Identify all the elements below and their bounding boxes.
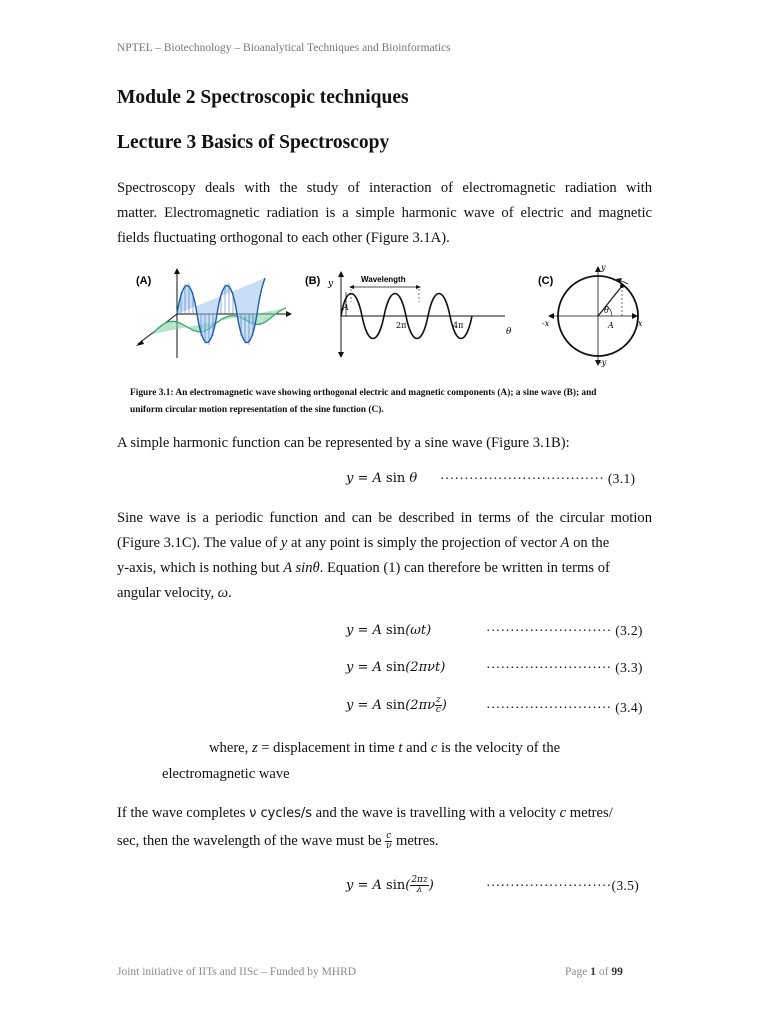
wave-frac-den: ν [386,841,392,852]
eq31-num: (3.1) [607,471,636,486]
where-a: where, [209,740,252,756]
running-header: NPTEL – Biotechnology – Bioanalytical Techniques and Bioinformatics [117,42,451,54]
where-line-1 [209,740,560,757]
wave-line-1 [117,801,652,826]
eq32-arg: (ωt) [405,623,432,638]
where-d: is the velocity of the [437,740,561,756]
eq34-arg-close: ) [441,697,447,713]
shm-sentence-text: A simple harmonic function can be represented by a sine wave (Figure 3.1B): [117,435,570,451]
figure-caption [130,385,655,419]
eq33-lhs: y = A [346,660,387,675]
panel-c-neg-x-label: -x [542,319,550,328]
intro-line-2: matter. Electromagnetic radiation is a simple harmonic wave of electric and magnetic [117,205,652,221]
wavelength-label: Wavelength [361,275,406,284]
eq34-frac-num: z [436,695,441,705]
magnetic-wave [152,308,286,334]
eq34-frac-den: c [435,705,441,715]
theta-axis-label: θ [506,327,512,337]
sine-omega: ω [217,585,229,601]
eq34-sin: sin [386,697,406,713]
eq34-num: (3.4) [615,700,643,715]
eq35-num: (3.5) [611,878,640,893]
sine-line-4b: . [228,585,232,601]
panel-c-a-label: A [608,321,614,330]
sine-line-3b: . Equation (1) can therefore be written in terms of [319,560,610,576]
eq35-arg-open: ( [405,877,411,893]
panel-c-x-label: x [638,319,643,328]
sine-line-3 [117,556,652,581]
where-b: = displacement in time [257,740,399,756]
eq34-dots: ·························· [486,700,612,715]
wave-c-var: c [559,805,567,821]
footer-credit: Joint initiative of IITs and IISc – Funded by MHRD [117,966,357,978]
panel-c-theta-label: θ [604,306,609,315]
page-prefix: Page [565,966,591,978]
wave-nu-cycles: ν cycles/s [249,806,313,821]
eq35-dots: ·························· [486,878,612,893]
panel-a-label: (A) [136,275,152,287]
current-page: 1 [590,966,596,978]
equation-3-3-number [486,660,643,676]
eq34-arg-open: (2πν [405,697,436,713]
panel-c-label: (C) [538,275,554,287]
equation-3-1-number [440,471,635,487]
where-z: z [251,740,258,756]
where-c: and [402,740,431,756]
panel-b-sine-wave [305,271,512,358]
eq31-theta: θ [409,471,418,486]
wave-d: metres/ [566,805,613,821]
eq33-arg: (2πνt) [405,660,446,675]
equation-3-4-number [486,700,643,716]
sine-line-3a: y-axis, which is nothing but [117,560,284,576]
page-number [565,966,623,978]
caption-line-2: uniform circular motion representation of the sine function (C). [130,405,384,415]
tick-4pi: 4π [453,321,464,330]
where-c-var: c [430,740,438,756]
wave-line-2a: sec, then the wavelength of the wave must be [117,833,386,849]
shm-sentence [117,431,652,456]
intro-line-1: Spectroscopy deals with the study of interaction of electromagnetic radiation with [117,180,652,196]
eq35-arg-close: ) [428,877,434,893]
equation-3-5-number [486,878,639,894]
panel-b-y-label: y [328,279,334,289]
total-pages: 99 [611,966,623,978]
module-title: Module 2 Spectroscopic techniques [117,87,409,108]
eq35-fraction [410,876,428,895]
where-t: t [398,740,403,756]
wave-line-2b: metres. [392,833,439,849]
panel-c-y-label: y [601,263,606,272]
sine-paragraph [117,506,652,606]
wave-line-2 [117,829,652,854]
eq31-equals: = [353,471,373,486]
eq32-sin: sin [386,623,406,638]
eq31-dots: ·································· [440,471,605,486]
eq34-lhs: y = A [346,697,387,713]
eq33-num: (3.3) [615,660,643,675]
eq31-a: A [372,471,382,486]
equation-3-4 [346,696,447,715]
equation-3-2-number [486,623,643,639]
where-line-2: electromagnetic wave [162,766,290,782]
equation-3-2 [346,622,431,639]
equation-3-1 [346,470,417,487]
panel-b-label: (B) [305,275,321,287]
equation-3-3 [346,659,445,676]
sine-line-4a: angular velocity, [117,585,218,601]
wave-b: and the wave is travelling with a velocity [312,805,560,821]
eq32-dots: ·························· [486,623,612,638]
wave-paragraph [117,801,652,854]
sine-asintheta: A sinθ [283,560,320,576]
wave-frac-num: c [386,831,392,842]
eq33-dots: ·························· [486,660,612,675]
sine-line-2b: at any point is simply the projection of vector [287,535,561,551]
eq31-sin: sin [381,471,410,486]
sine-y-var: y [280,535,288,551]
panel-c-neg-y-label: -y [599,358,607,367]
intro-line-3: fields fluctuating orthogonal to each other (Figure 3.1A). [117,230,450,246]
intro-paragraph [117,176,652,251]
eq34-fraction [435,696,442,715]
eq35-sin: sin [386,877,406,893]
amplitude-label: A [343,303,349,312]
eq35-lhs: y = A [346,877,387,893]
lecture-title: Lecture 3 Basics of Spectroscopy [117,132,390,153]
tick-2pi: 2π [396,321,407,330]
sine-line-2a: (Figure 3.1C). The value of [117,535,281,551]
eq35-frac-den: λ [416,885,423,895]
page-of: of [595,966,612,978]
sine-line-2 [117,531,652,556]
eq35-frac-num: 2πz [411,875,428,885]
wave-a: If the wave completes [117,805,250,821]
caption-line-1: Figure 3.1: An electromagnetic wave showing orthogonal electric and magnetic components (A); a sine wave (B); and [130,388,597,398]
sine-a-var: A [560,535,570,551]
sine-line-4 [117,581,652,606]
sine-line-1: Sine wave is a periodic function and can be described in terms of the circular motion [117,510,652,526]
eq32-lhs: y = A [346,623,387,638]
figure-3-1 [130,262,650,370]
eq33-sin: sin [386,660,406,675]
eq32-num: (3.2) [615,623,643,638]
eq31-y: y [346,471,354,486]
equation-3-5 [346,876,434,895]
sine-line-2c: on the [569,535,610,551]
panel-a-em-wave [136,268,292,358]
panel-c-circular-motion [538,263,643,367]
